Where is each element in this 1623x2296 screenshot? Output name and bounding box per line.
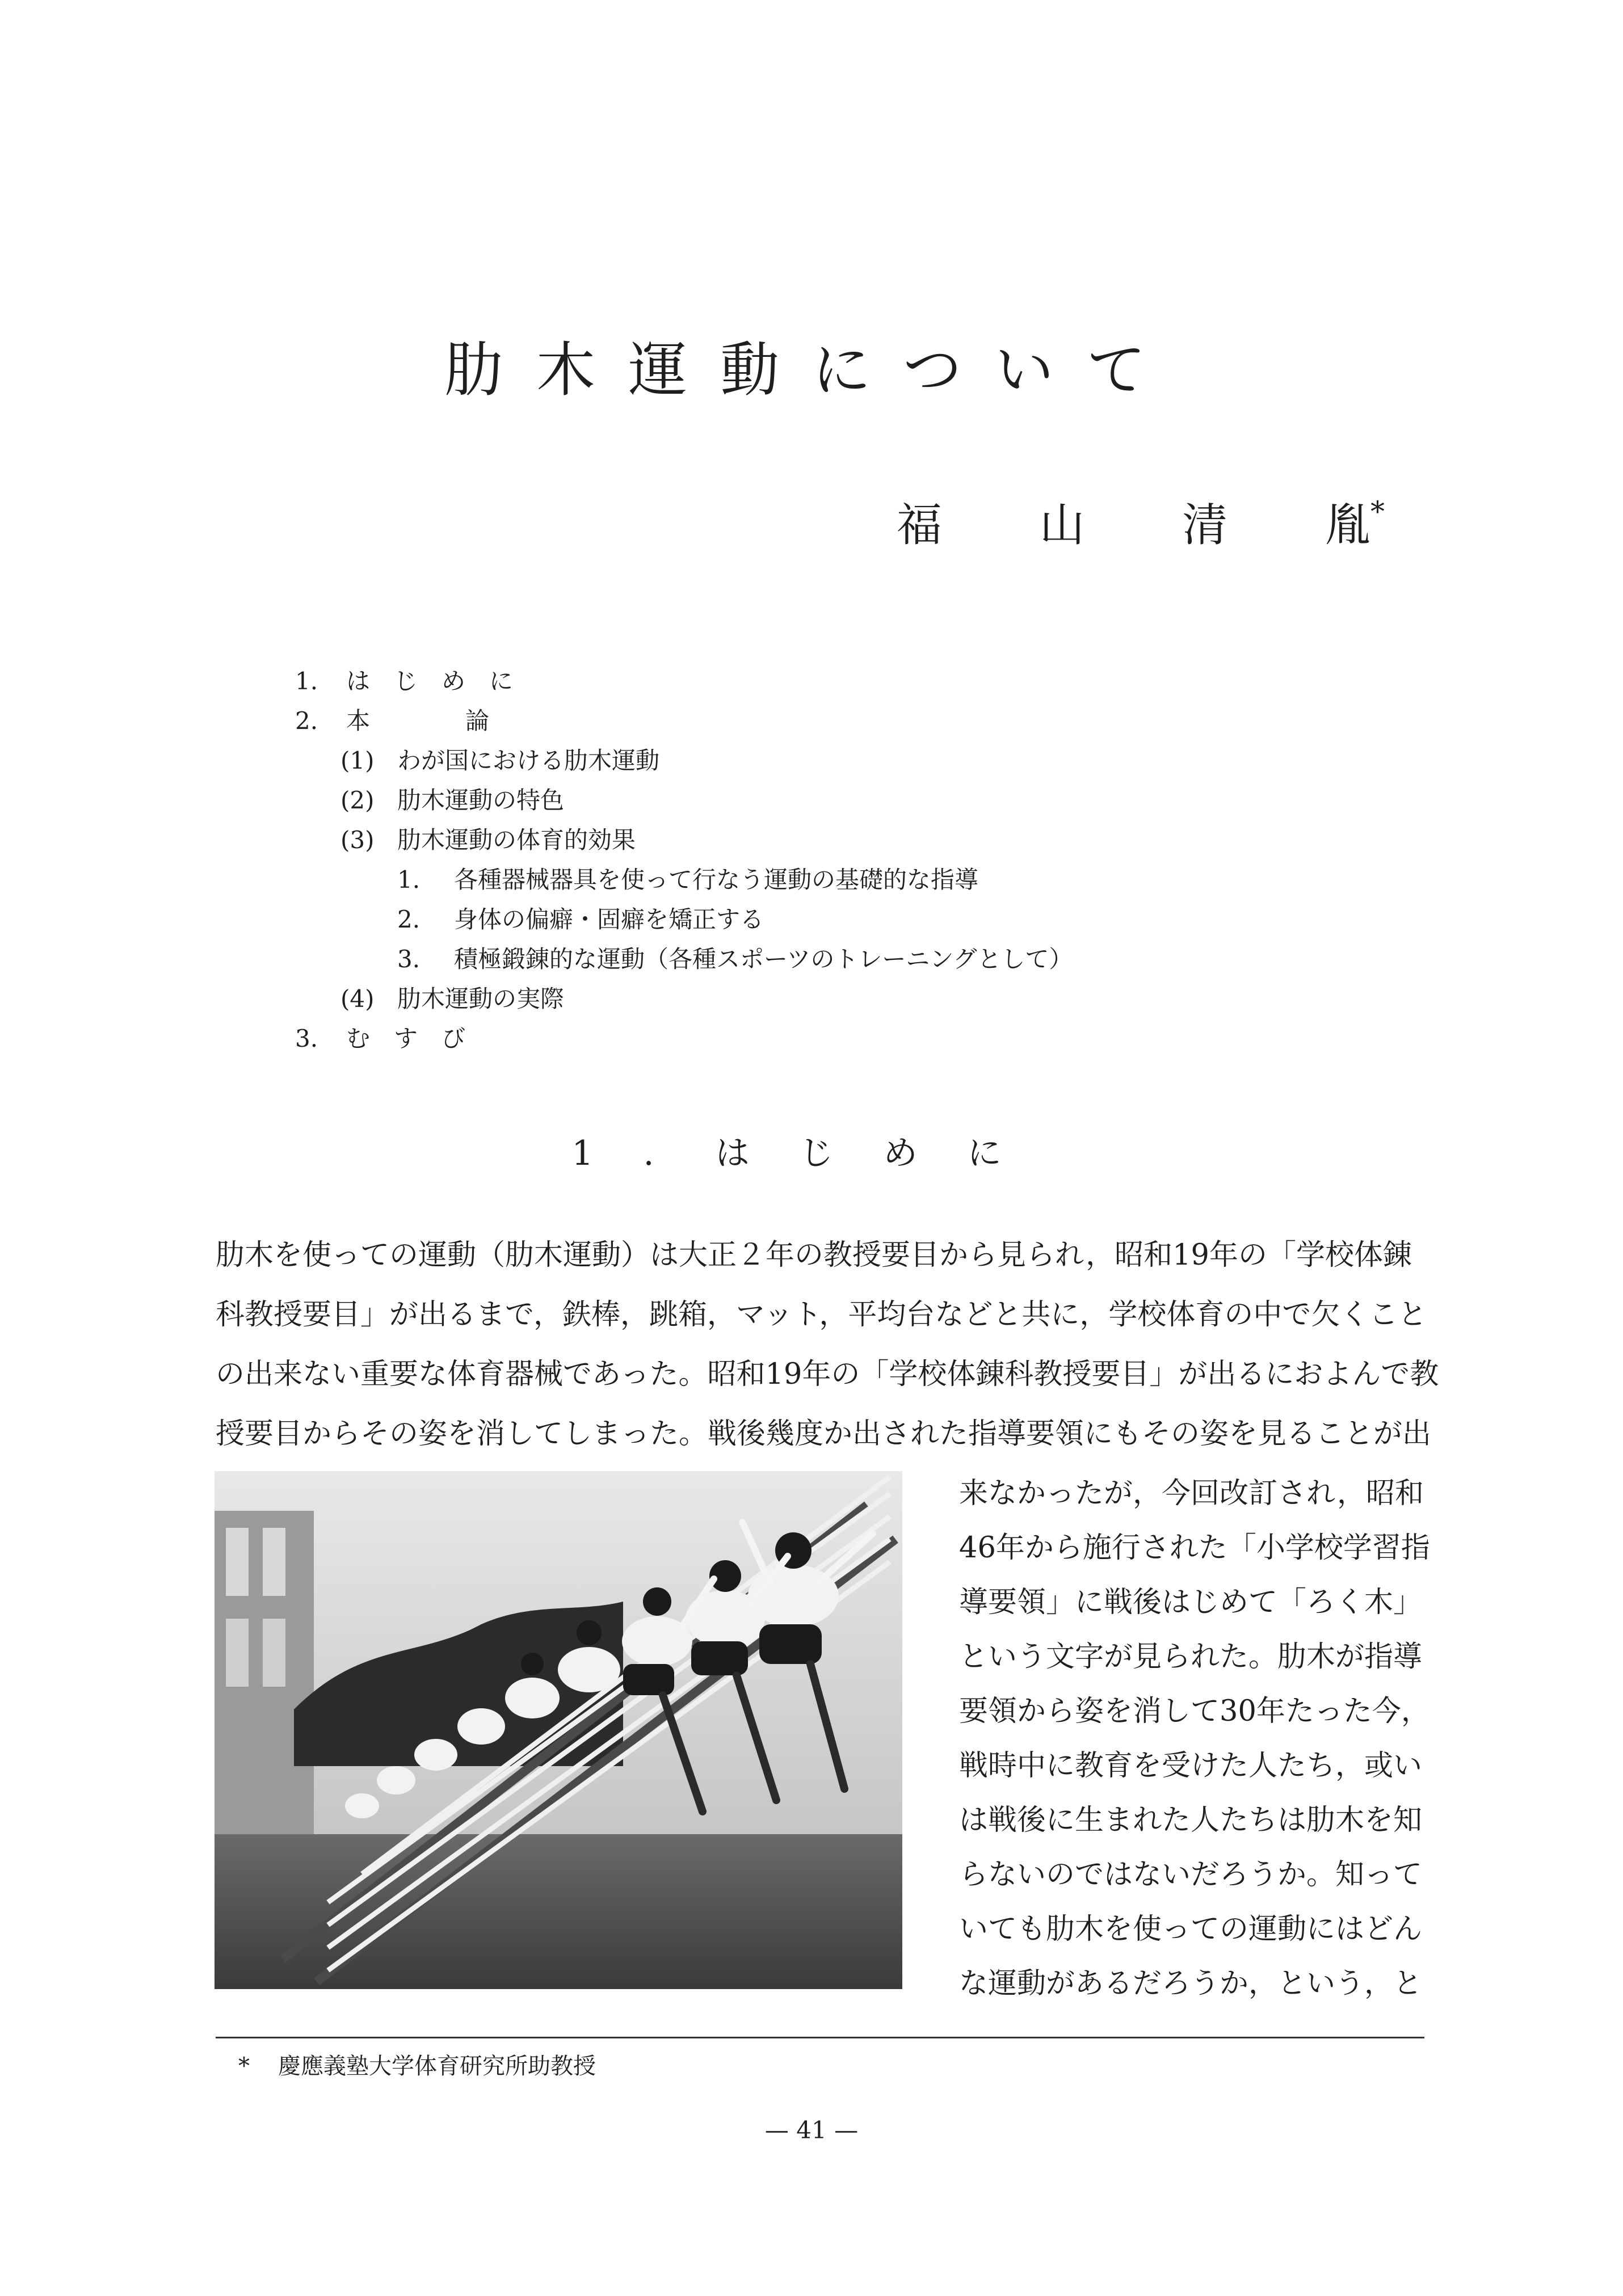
toc-number: (3) — [340, 826, 375, 854]
text-line: 来なかったが，今回改訂され，昭和 — [959, 1477, 1424, 1510]
footnote — [238, 2048, 596, 2080]
toc-number: 3. — [397, 945, 421, 973]
toc-label: は じ め に — [346, 667, 514, 695]
toc-item — [340, 821, 636, 856]
toc-number: (1) — [340, 747, 375, 774]
toc-item — [397, 861, 978, 895]
toc-number: 1. — [295, 667, 318, 695]
text-line: 46年から施行された「小学校学習指 — [959, 1531, 1430, 1565]
text-line: 戦時中に教育を受けた人たち，或い — [959, 1749, 1423, 1783]
photo-illustration — [215, 1471, 902, 1989]
toc-label: 身体の偏癖・固癖を矯正する — [454, 905, 764, 933]
section-heading — [0, 1126, 1623, 1175]
text-line: らないのではないだろうか。知って — [959, 1858, 1423, 1891]
text-line: いても肋木を使っての運動にはどん — [959, 1912, 1423, 1946]
toc-label: 本 論 — [346, 707, 490, 735]
text-line: の出来ない重要な体育器械であった。昭和19年の「学校体錬科教授要目」が出るにおよんで教 — [216, 1358, 1439, 1391]
toc-item — [295, 663, 513, 697]
text-line: 導要領」に戦後はじめて「ろく木」 — [959, 1586, 1423, 1619]
article-title: 肋木運動について — [444, 335, 1179, 405]
author-char: 福 — [897, 499, 942, 551]
section-number: 1. — [571, 1134, 704, 1173]
text-line: 要領から姿を消して30年たった今， — [959, 1695, 1430, 1728]
toc-label: 肋木運動の体育的効果 — [397, 826, 636, 854]
footnote-divider — [216, 2037, 1424, 2038]
toc-number: 2. — [295, 707, 318, 735]
text-line: 科教授要目」が出るまで，鉄棒，跳箱，マット，平均台などと共に，学校体育の中で欠くこと — [216, 1298, 1427, 1332]
photo-children-on-wall-bars — [215, 1471, 902, 1989]
text-line: な運動があるだろうか，という，と — [959, 1967, 1423, 2000]
section-title: はじめに — [715, 1134, 1052, 1173]
toc-label: わが国における肋木運動 — [397, 747, 660, 774]
toc-item — [295, 1020, 465, 1054]
text-line: 授要目からその姿を消してしまった。戦後幾度か出された指導要領にもその姿を見ることが出 — [216, 1417, 1432, 1451]
toc-item — [295, 702, 489, 736]
toc-number: (4) — [340, 985, 375, 1013]
toc-item — [340, 742, 659, 776]
footnote-text: 慶應義塾大学体育研究所助教授 — [278, 2053, 596, 2079]
toc-number: 3. — [295, 1025, 318, 1052]
toc-label: 積極鍛錬的な運動（各種スポーツのトレーニングとして） — [454, 945, 1073, 973]
toc-label: 肋木運動の特色 — [397, 786, 565, 814]
toc-label: 各種器械器具を使って行なう運動の基礎的な指導 — [454, 866, 979, 894]
toc-label: 肋木運動の実際 — [397, 985, 565, 1013]
toc-item — [340, 980, 564, 1014]
toc-item — [340, 782, 564, 816]
text-line: 肋木を使っての運動（肋木運動）は大正２年の教授要目から見られ，昭和19年の「学校体錬 — [216, 1238, 1412, 1272]
author-char: 清 — [1182, 499, 1228, 551]
toc-label: む す び — [346, 1025, 466, 1052]
page-number: — 41 — — [764, 2116, 859, 2144]
text-line: は戦後に生まれた人たちは肋木を知 — [959, 1804, 1423, 1837]
author-name — [897, 495, 1385, 553]
author-char: 山 — [1039, 499, 1085, 551]
author-char-last: 胤* — [1325, 495, 1385, 551]
toc-item — [397, 941, 1073, 975]
toc-item — [397, 901, 764, 935]
author-footnote-mark: * — [1370, 495, 1385, 528]
toc-number: 1. — [397, 866, 421, 894]
text-line: という文字が見られた。肋木が指導 — [959, 1640, 1423, 1674]
footnote-mark: * — [238, 2053, 250, 2079]
toc-number: 2. — [397, 905, 421, 933]
toc-number: (2) — [340, 786, 375, 814]
